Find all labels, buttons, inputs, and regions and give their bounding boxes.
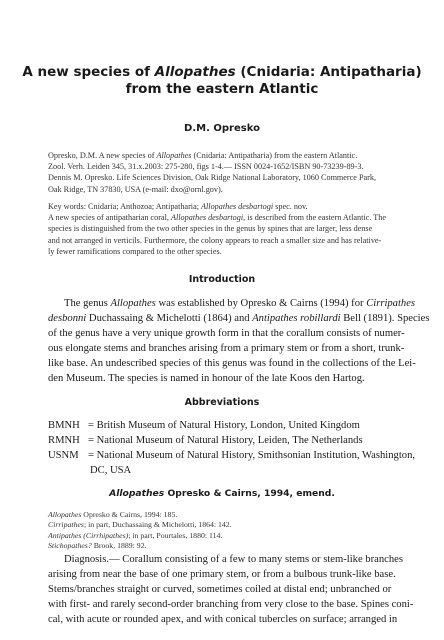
title-line-2: from the eastern Atlantic [125, 81, 319, 97]
citation-block [48, 150, 398, 195]
paragraph-line: with first- and rarely second-order branching from very close to the base. Spines coni- [48, 599, 414, 611]
abstract-block [48, 201, 398, 257]
synonymy-line: Stichopathes? Brook, 1889: 92. [48, 541, 147, 551]
synonymy-line: Allopathes Opresko & Cairns, 1994: 185. [48, 510, 178, 519]
paragraph-line: arising from near the base of one primary stem, or from a bulbous trunk-like base. [48, 569, 396, 581]
citation-line: Dennis M. Opresko. Life Sciences Division, Oak Ridge National Laboratory, 1060 Commerce Park, [48, 173, 377, 183]
abstract-line: A new species of antipatharian coral, Allopathes desbartogi, is described from the eastern Atlantic. The [48, 213, 386, 223]
citation-line: Opresko, D.M. A new species of Allopathes (Cnidaria: Antipatharia) from the eastern Atlantic. [48, 151, 358, 160]
author-name: D.M. Opresko [184, 123, 260, 134]
section-heading-introduction: Introduction [188, 274, 256, 285]
paragraph-line: The genus Allopathes was established by Opresko & Cairns (1994) for Cirripathes [64, 298, 416, 309]
abbreviation-item: BMNH = British Museum of Natural History, London, United Kingdom [48, 420, 360, 431]
abstract-line: and not arranged in verticils. Furthermore, the colony appears to reach a smaller size and has relative- [48, 235, 382, 245]
abbreviation-item: USNM = National Museum of Natural History, Smithsonian Institution, Washington, [48, 450, 416, 462]
citation-line: Oak Ridge, TN 37830, USA (e-mail: dxo@ornl.gov). [48, 184, 223, 194]
abstract-line: ly fewer ramifications compared to the other species. [48, 246, 222, 256]
genus-heading: Allopathes Opresko & Cairns, 1994, emend. [109, 488, 335, 499]
keywords-line: Key words: Cnidaria; Anthozoa; Antipatharia; Allopathes desbartogi spec. nov. [48, 202, 308, 211]
title-line-1: A new species of Allopathes (Cnidaria: Antipatharia) [22, 64, 422, 80]
paper-title [0, 64, 444, 98]
synonymy-line: Cirripathes; in part, Duchassaing & Michelotti, 1864: 142. [48, 520, 232, 530]
paragraph-line: Diagnosis.— Corallum consisting of a few to many stems or stem-like branches [64, 554, 403, 565]
synonymy-line: Antipathes (Cirrhipathes); in part, Pourtales, 1880: 114. [48, 530, 223, 540]
paragraph-line: ous elongate stems and branches arising from a primary stem or from a short, trunk- [48, 343, 405, 355]
paragraph-line: desbonni Duchassaing & Michelotti (1864) and Antipathes robillardi Bell (1891). Species [48, 313, 430, 325]
diagnosis-body [48, 552, 414, 627]
paragraph-line: Stems/branches straight or curved, sometimes coiled at distal end; unbranched or [48, 584, 392, 596]
synonymy-list [48, 510, 398, 552]
abbreviation-continuation: DC, USA [90, 465, 132, 477]
paragraph-line: den Museum. The species is named in honour of the late Koos den Hartog. [48, 373, 365, 385]
section-heading-abbreviations: Abbreviations [184, 397, 260, 408]
paragraph-line: like base. An undescribed species of this genus was found in the collections of the Lei- [48, 358, 416, 370]
abstract-line: species is distinguished from the two other species in the genus by spines that are larger, less dense [48, 224, 373, 234]
citation-line: Zool. Verh. Leiden 345, 31.x.2003: 275-280, figs 1-4.— ISSN 0024-1652/ISBN 90-73239-89-3. [48, 162, 364, 172]
paragraph-line: of the genus have a very unique growth form in that the corallum consists of numer- [48, 328, 405, 340]
abbreviation-list [48, 418, 415, 478]
paragraph-line: cal, with acute or rounded apex, and with conical tubercles on surface; arranged in [48, 614, 398, 626]
abbreviation-item: RMNH = National Museum of Natural History, Leiden, The Netherlands [48, 435, 363, 447]
introduction-body [48, 296, 430, 387]
